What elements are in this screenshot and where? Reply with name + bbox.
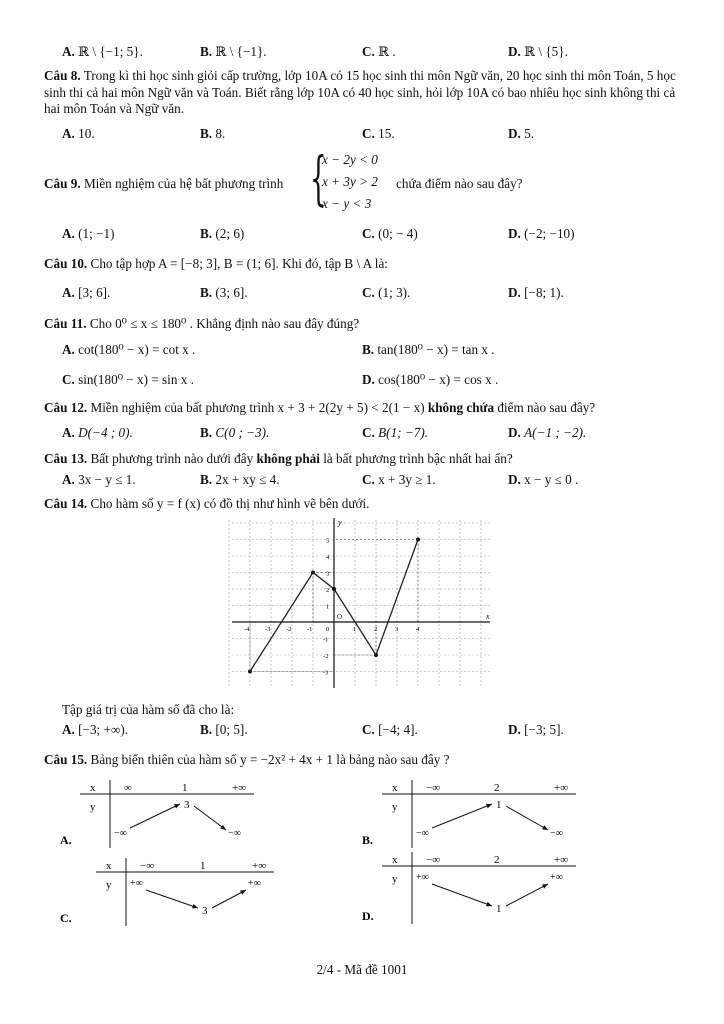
option-a: ℝ \ {−1; 5}. (78, 44, 143, 59)
option-label: B. (200, 425, 213, 440)
table-y-header: y (106, 879, 112, 891)
y-tick-label: 5 (326, 537, 330, 545)
question-15 (44, 752, 684, 769)
q11-options-row1 (0, 342, 724, 362)
table-extreme-value: 3 (202, 905, 208, 917)
system-row-3: x − y < 3 (322, 196, 372, 211)
table-x-value: +∞ (232, 782, 247, 794)
option-d: [−3; 5]. (524, 722, 564, 737)
table-extreme-value: 1 (496, 799, 502, 811)
option-label: A. (62, 722, 75, 737)
option-a: (1; −1) (78, 226, 115, 241)
x-tick-label: 4 (416, 626, 420, 633)
y-tick-label: -1 (323, 636, 329, 644)
q14-options (0, 722, 724, 742)
option-c: (1; 3). (378, 285, 411, 300)
option-label: B. (200, 285, 213, 300)
table-x-value: 2 (494, 854, 500, 866)
table-arrowhead (486, 804, 492, 808)
option-label: D. (508, 285, 521, 300)
function-graph (228, 516, 494, 690)
table-label: C. (60, 911, 72, 925)
table-x-value: 1 (200, 860, 206, 872)
y-axis-label: y (338, 518, 342, 527)
x-tick-label: -3 (265, 626, 271, 633)
option-d: 5. (524, 126, 535, 141)
question-emphasis: không phải (253, 451, 320, 466)
top-options (0, 44, 724, 64)
option-label: B. (200, 722, 213, 737)
question-10 (44, 256, 684, 273)
variation-table-a (60, 778, 260, 848)
option-b: 8. (215, 126, 226, 141)
option-a: cot(180⁰ − x) = cot x . (78, 342, 196, 357)
option-label: A. (62, 44, 75, 59)
question-label: Câu 15. (44, 752, 88, 767)
table-x-header: x (106, 860, 112, 872)
table-x-value: −∞ (426, 782, 441, 794)
option-c: (0; − 4) (378, 226, 418, 241)
table-x-value: +∞ (554, 782, 569, 794)
question-label: Câu 11. (44, 316, 87, 331)
table-y-header: y (90, 801, 96, 813)
x-tick-label: -1 (307, 626, 313, 633)
option-d: (−2; −10) (524, 226, 575, 241)
x-tick-label: 3 (395, 626, 399, 633)
question-14 (44, 496, 684, 513)
option-c: B(1; −7). (378, 425, 429, 440)
table-x-value: ∞ (124, 782, 132, 794)
table-arrowhead (220, 825, 226, 830)
origin-label: O (337, 613, 343, 621)
option-a: [−3; +∞). (78, 722, 129, 737)
x-axis-label: x (486, 612, 490, 621)
question-12 (44, 400, 684, 417)
table-x-value: +∞ (554, 854, 569, 866)
table-x-value: −∞ (426, 854, 441, 866)
option-d: cos(180⁰ − x) = cos x . (378, 372, 499, 387)
question-text: là bất phương trình bậc nhất hai ẩn? (319, 451, 513, 466)
system-row-1: x − 2y < 0 (322, 152, 378, 167)
variation-table-b (362, 778, 582, 848)
table-x-header: x (392, 782, 398, 794)
question-text: Bất phương trình nào dưới đây (87, 451, 254, 466)
table-arrow (146, 890, 198, 908)
table-left-limit: +∞ (416, 872, 429, 883)
q12-options (0, 425, 724, 445)
question-text: Bảng biến thiên của hàm số y = −2x² + 4x + 1 là bảng nào sau đây ? (87, 752, 450, 767)
table-label: A. (60, 833, 72, 847)
option-a: [3; 6]. (78, 285, 111, 300)
y-tick-label: 3 (326, 570, 330, 578)
question-text: chứa điểm nào sau đây? (396, 176, 523, 191)
option-label: A. (62, 226, 75, 241)
option-label: C. (362, 285, 375, 300)
option-b: [0; 5]. (215, 722, 248, 737)
option-label: A. (62, 342, 75, 357)
question-text: Cho 0⁰ ≤ x ≤ 180⁰ . Khẳng định nào sau đây đúng? (86, 316, 360, 331)
option-d: ℝ \ {5}. (524, 44, 568, 59)
q14-range-question (62, 702, 702, 719)
graph-svg (228, 516, 494, 690)
system-row-2: x + 3y > 2 (322, 174, 378, 189)
x-tick-label: 1 (353, 626, 357, 633)
option-d: x − y ≤ 0 . (524, 472, 579, 487)
question-label: Câu 10. (44, 256, 88, 271)
option-label: D. (508, 226, 521, 241)
table-y-header: y (392, 873, 398, 885)
option-label: D. (508, 126, 521, 141)
q11-options-row2 (0, 372, 724, 392)
option-label: C. (362, 425, 375, 440)
table-arrow (432, 804, 492, 828)
option-c: ℝ . (378, 44, 396, 59)
table-x-header: x (392, 854, 398, 866)
table-arrow (506, 806, 548, 830)
table-x-value: +∞ (252, 860, 267, 872)
option-d: [−8; 1). (524, 285, 564, 300)
x-tick-label: 0 (326, 626, 330, 633)
option-label: D. (362, 372, 375, 387)
question-text: Cho hàm số y = f (x) có đồ thị như hình vẽ bên dưới. (87, 496, 370, 511)
question-13 (44, 451, 684, 468)
table-extreme-value: 1 (496, 903, 502, 915)
option-label: A. (62, 472, 75, 487)
q8-options (0, 126, 724, 146)
question-text: Tập giá trị của hàm số đã cho là: (62, 702, 235, 717)
x-tick-label: -4 (244, 626, 250, 633)
option-label: A. (62, 285, 75, 300)
option-d: A(−1 ; −2). (524, 425, 587, 440)
option-label: A. (62, 126, 75, 141)
table-arrow (506, 884, 548, 906)
y-tick-label: -3 (323, 669, 329, 677)
option-c: 15. (378, 126, 395, 141)
option-b: (3; 6]. (215, 285, 248, 300)
table-arrowhead (486, 902, 492, 906)
option-label: B. (200, 472, 213, 487)
table-label: D. (362, 909, 374, 923)
q9-text-cont (396, 176, 696, 193)
table-right-limit: +∞ (550, 872, 563, 883)
table-y-header: y (392, 801, 398, 813)
q10-options (0, 285, 724, 305)
page-footer: 2/4 - Mã đề 1001 (316, 962, 408, 977)
option-b: C(0 ; −3). (215, 425, 270, 440)
option-label: B. (362, 342, 375, 357)
y-tick-label: 1 (326, 603, 330, 611)
table-label: B. (362, 833, 374, 847)
option-a: 10. (78, 126, 95, 141)
x-tick-label: -2 (286, 626, 292, 633)
option-a: 3x − y ≤ 1. (78, 472, 136, 487)
question-label: Câu 12. (44, 400, 88, 415)
variation-table-c (60, 856, 280, 926)
option-label: C. (362, 226, 375, 241)
option-label: B. (200, 226, 213, 241)
question-label: Câu 13. (44, 451, 88, 466)
option-label: C. (362, 472, 375, 487)
question-text: Miền nghiệm của bất phương trình x + 3 + 2(2y + 5) < 2(1 − x) (87, 400, 425, 415)
table-right-limit: −∞ (228, 828, 241, 839)
question-emphasis: không chứa (424, 400, 495, 415)
variation-table-d (362, 850, 582, 924)
table-x-value: 2 (494, 782, 500, 794)
option-label: C. (362, 126, 375, 141)
option-c: [−4; 4]. (378, 722, 418, 737)
table-left-limit: −∞ (416, 828, 429, 839)
table-left-limit: −∞ (114, 828, 127, 839)
table-arrow (130, 804, 180, 828)
table-right-limit: −∞ (550, 828, 563, 839)
option-b: tan(180⁰ − x) = tan x . (377, 342, 495, 357)
table-arrow (194, 806, 226, 830)
option-b: ℝ \ {−1}. (215, 44, 267, 59)
question-8 (44, 68, 684, 118)
table-arrow (212, 890, 246, 908)
option-label: B. (200, 44, 213, 59)
table-x-value: 1 (182, 782, 188, 794)
option-label: C. (62, 372, 75, 387)
table-arrowhead (192, 904, 198, 908)
question-label: Câu 8. (44, 68, 81, 83)
question-text: điểm nào sau đây? (494, 400, 596, 415)
question-label: Câu 14. (44, 496, 88, 511)
table-left-limit: +∞ (130, 878, 143, 889)
question-label: Câu 9. (44, 176, 81, 191)
option-b: 2x + xy ≤ 4. (215, 472, 280, 487)
option-label: B. (200, 126, 213, 141)
q9-options (0, 226, 724, 246)
brace-symbol: { (310, 144, 327, 212)
question-text: Miền nghiệm của hệ bất phương trình (80, 176, 284, 191)
question-text: Cho tập hợp A = [−8; 3], B = (1; 6]. Khi đó, tập B \ A là: (87, 256, 388, 271)
table-right-limit: +∞ (248, 878, 261, 889)
x-tick-label: 2 (374, 626, 378, 633)
option-label: D. (508, 722, 521, 737)
option-a: D(−4 ; 0). (78, 425, 133, 440)
y-tick-label: -2 (323, 653, 329, 660)
option-b: (2; 6) (215, 226, 245, 241)
graph-vertex (332, 587, 336, 591)
table-x-value: −∞ (140, 860, 155, 872)
option-label: C. (362, 722, 375, 737)
option-label: D. (508, 44, 521, 59)
option-label: C. (362, 44, 375, 59)
table-extreme-value: 3 (184, 799, 190, 811)
option-c: sin(180⁰ − x) = sin x . (78, 372, 194, 387)
option-label: A. (62, 425, 75, 440)
option-label: D. (508, 425, 521, 440)
y-tick-label: 2 (326, 587, 330, 594)
option-c: x + 3y ≥ 1. (378, 472, 436, 487)
table-x-header: x (90, 782, 96, 794)
question-11 (44, 316, 684, 333)
option-label: D. (508, 472, 521, 487)
q13-options (0, 472, 724, 492)
question-text: Trong kì thi học sinh giỏi cấp trường, lớp 10A có 15 học sinh thi môn Ngữ văn, 20 học sinh thi môn Toán, 5 học sinh thi cả hai môn Ngữ văn và Toán. Biết rằng lớp 10A có 40 học sinh, hỏi lớp 10A có bao nhiêu học sinh không thi cả hai môn Toán và Ngữ văn. (44, 68, 676, 116)
y-tick-label: 4 (326, 554, 330, 561)
table-arrow (432, 884, 492, 906)
